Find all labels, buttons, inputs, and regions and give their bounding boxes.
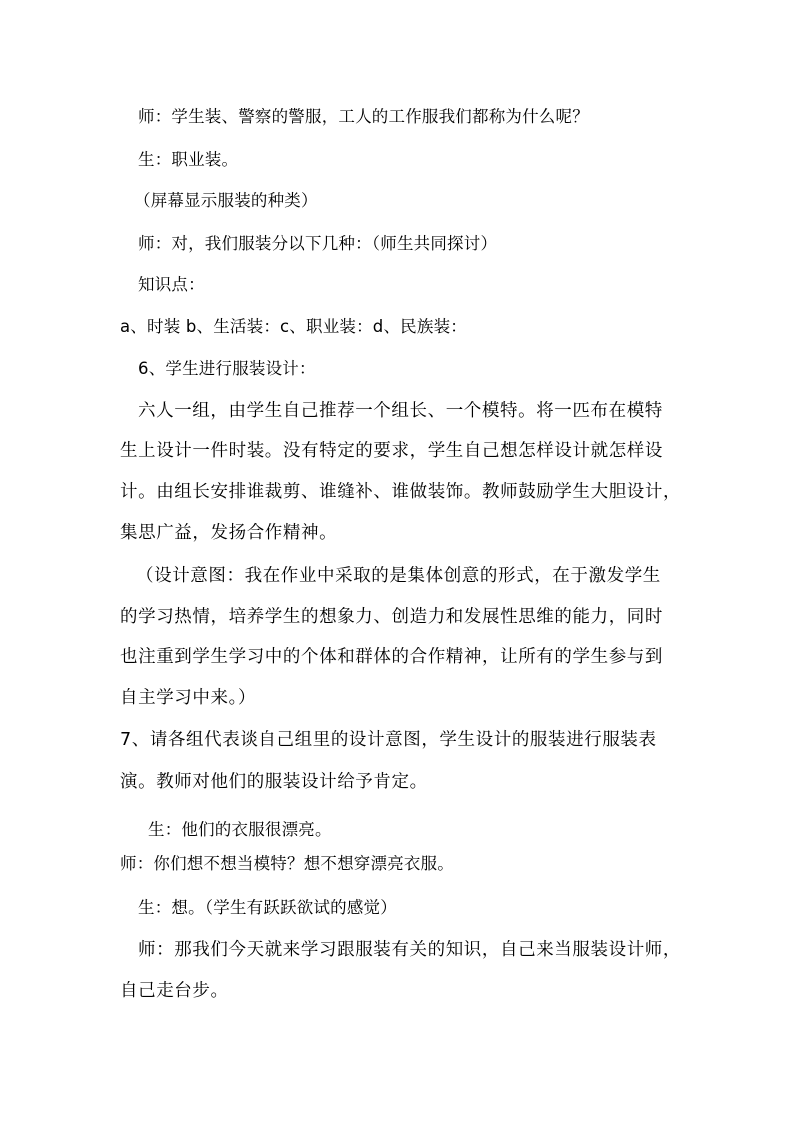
text-line-15: 自主学习中来。） bbox=[120, 688, 257, 708]
text-line-18: 生：他们的衣服很漂亮。 bbox=[148, 820, 332, 839]
text-line-10: 计。由组长安排谁裁剪、谁缝补、谁做装饰。教师鼓励学生大胆设计， bbox=[120, 482, 682, 502]
text-line-20: 生：想。（学生有跃跃欲试的感觉） bbox=[138, 898, 397, 917]
text-line-3: （屏幕显示服装的种类） bbox=[134, 191, 318, 210]
text-line-14: 也注重到学生学习中的个体和群体的合作精神，让所有的学生参与到 bbox=[120, 647, 663, 667]
text-line-17: 演。教师对他们的服装设计给予肯定。 bbox=[120, 772, 428, 792]
text-line-21: 师：那我们今天就来学习跟服装有关的知识，自己来当服装设计师， bbox=[138, 940, 681, 960]
text-line-1: 师：学生装、警察的警服，工人的工作服我们都称为什么呢？ bbox=[138, 107, 589, 126]
text-line-11: 集思广益，发扬合作精神。 bbox=[120, 523, 338, 543]
text-line-19: 师：你们想不想当模特？想不想穿漂亮衣服。 bbox=[120, 854, 454, 873]
text-line-9: 生上设计一件时装。没有特定的要求，学生自己想怎样设计就怎样设 bbox=[120, 441, 663, 461]
text-line-6: a、时装 b、生活装：c、职业装：d、民族装： bbox=[120, 317, 467, 336]
text-line-7: 6、学生进行服装设计： bbox=[138, 359, 316, 378]
text-line-13: 的学习热情，培养学生的想象力、创造力和发展性思维的能力，同时 bbox=[120, 607, 663, 627]
text-line-12: （设计意图：我在作业中采取的是集体创意的形式，在于激发学生 bbox=[136, 566, 661, 586]
text-line-4: 师：对，我们服装分以下几种：（师生共同探讨） bbox=[138, 234, 498, 253]
text-line-8: 六人一组，由学生自己推荐一个组长、一个模特。将一匹布在模特 bbox=[138, 401, 663, 421]
text-line-5: 知识点： bbox=[138, 275, 205, 294]
text-line-16: 7、请各组代表谈自己组里的设计意图，学生设计的服装进行服装表 bbox=[120, 730, 657, 750]
text-line-22: 自己走台步。 bbox=[120, 981, 229, 1001]
text-line-2: 生：职业装。 bbox=[138, 150, 239, 169]
